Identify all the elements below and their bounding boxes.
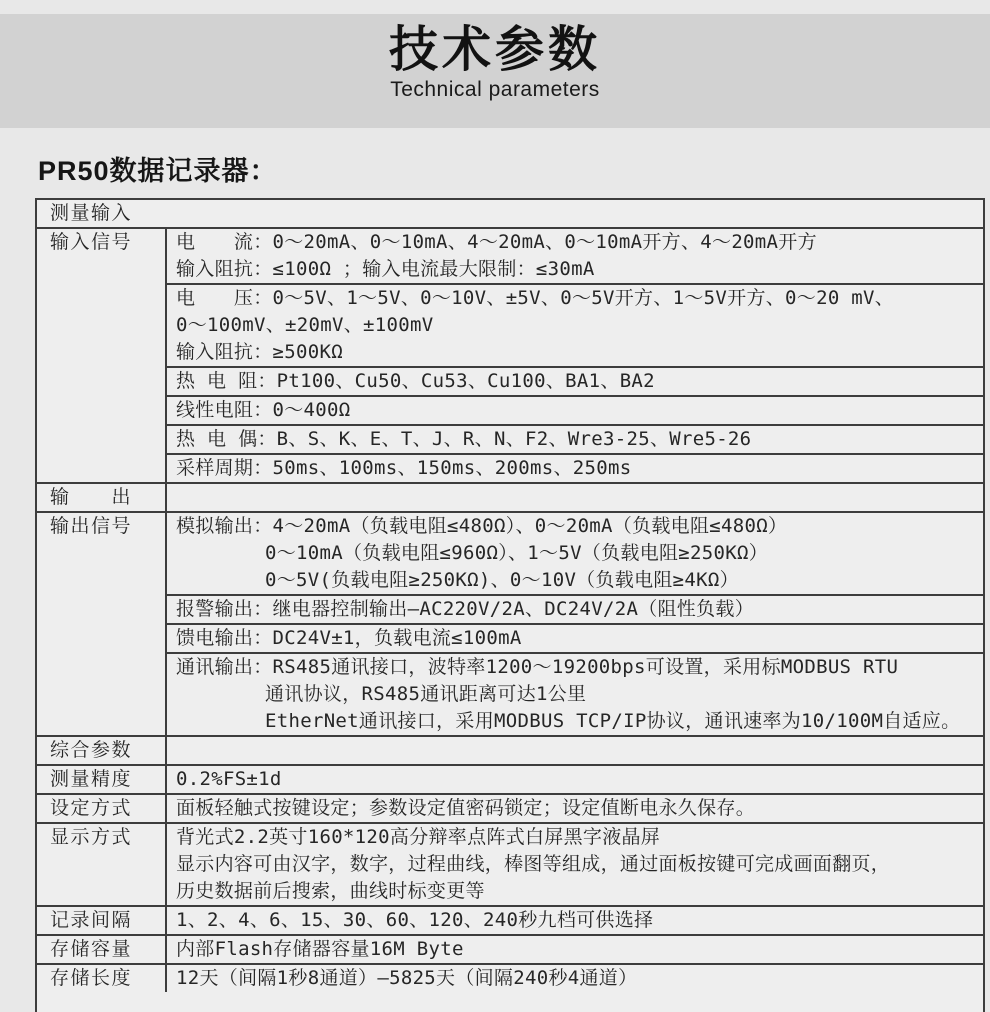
row-content [167,965,983,992]
product-heading: PR50数据记录器： [38,156,278,186]
spec-group-current [167,229,983,283]
table-row-section-general-params [37,735,983,764]
spec-line: 输入阻抗：≥500KΩ [176,341,343,363]
spec-group-thermocouple [167,424,983,453]
table-row-storage-capacity [37,934,983,963]
row-label: 综合参数 [37,737,167,764]
spec-group-voltage [167,283,983,366]
row-label: 记录间隔 [37,907,167,934]
spec-line: 内部Flash存储器容量16M Byte [176,938,464,960]
table-row-display-method [37,822,983,905]
spec-line: 0～5V(负载电阻≥250KΩ)、0～10V（负载电阻≥4KΩ） [265,569,739,591]
spec-line: EtherNet通讯接口，采用MODBUS TCP/IP协议，通讯速率为10/100M自适应。 [265,710,961,732]
spec-line: 背光式2.2英寸160*120高分辩率点阵式白屏黑字液晶屏 [176,826,661,848]
spec-group-setting [167,795,983,822]
row-content-empty [167,737,983,764]
spec-line: 0～100mV、±20mV、±100mV [176,314,434,336]
spec-table [35,198,985,1012]
spec-line: 采样周期：50ms、100ms、150ms、200ms、250ms [176,457,632,479]
spec-line: 热 电 阻：Pt100、Cu50、Cu53、Cu100、BA1、BA2 [176,370,655,392]
row-label: 输入信号 [37,229,167,482]
spec-group-comm-output [167,652,983,735]
row-label: 输 出 [37,484,167,511]
spec-group-accuracy [167,766,983,793]
row-content-empty [167,484,983,511]
spec-line: 面板轻触式按键设定；参数设定值密码锁定；设定值断电永久保存。 [176,797,756,819]
row-label: 显示方式 [37,824,167,905]
spec-line: 模拟输出：4～20mA（负载电阻≤480Ω）、0～20mA（负载电阻≤480Ω） [176,515,788,537]
spec-line: 通讯输出：RS485通讯接口，波特率1200～19200bps可设置，采用标MODBUS RTU [176,656,899,678]
spec-group-display [167,824,983,905]
row-content [167,936,983,963]
table-row-record-interval [37,905,983,934]
spec-line: 1、2、4、6、15、30、60、120、240秒九档可供选择 [176,909,654,931]
row-label: 存储长度 [37,965,167,992]
spec-line: 0～10mA（负载电阻≤960Ω）、1～5V（负载电阻≥250KΩ） [265,542,769,564]
spec-group-storage-length [167,965,983,992]
row-label: 测量输入 [50,202,133,224]
row-label: 输出信号 [37,513,167,735]
spec-group-sampling-period [167,453,983,482]
row-content [167,824,983,905]
spec-group-record-interval [167,907,983,934]
spec-line: 输入阻抗：≤100Ω ；输入电流最大限制：≤30mA [176,258,595,280]
spec-line: 电 压：0～5V、1～5V、0～10V、±5V、0～5V开方、1～5V开方、0～20 mV、 [176,287,895,309]
spec-line: 报警输出：继电器控制输出—AC220V/2A、DC24V/2A（阻性负载） [176,598,755,620]
spec-group-feed-output [167,623,983,652]
spec-group-storage-capacity [167,936,983,963]
page-title: 技术参数 [388,21,601,78]
spec-group-analog-output [167,513,983,594]
row-content [167,907,983,934]
table-row-section-output [37,482,983,511]
row-label: 设定方式 [37,795,167,822]
table-row-section-measure-input [37,200,983,227]
table-row-output-signal [37,511,983,735]
spec-line: 热 电 偶：B、S、K、E、T、J、R、N、F2、Wre3-25、Wre5-26 [176,428,752,450]
row-label: 存储容量 [37,936,167,963]
row-content [167,229,983,482]
spec-group-linear-resistance [167,395,983,424]
row-label: 测量精度 [37,766,167,793]
spec-line: 12天（间隔1秒8通道）—5825天（间隔240秒4通道） [176,967,638,989]
spec-line: 馈电输出：DC24V±1，负载电流≤100mA [176,627,522,649]
spec-line: 历史数据前后搜索，曲线时标变更等 [176,880,485,902]
spec-line: 电 流：0～20mA、0～10mA、4～20mA、0～10mA开方、4～20mA开方 [176,231,817,253]
spec-group-rtd [167,366,983,395]
row-content [167,766,983,793]
table-row-setting-method [37,793,983,822]
row-content [167,795,983,822]
table-row-accuracy [37,764,983,793]
spec-group-alarm-output [167,594,983,623]
table-row-input-signal [37,227,983,482]
spec-line: 0.2%FS±1d [176,768,282,790]
row-content [167,513,983,735]
spec-line: 线性电阻：0～400Ω [176,399,351,421]
spec-line: 显示内容可由汉字，数字，过程曲线，棒图等组成，通过面板按键可完成画面翻页， [176,853,891,875]
spec-line: 通讯协议，RS485通讯距离可达1公里 [265,683,587,705]
table-row-storage-length [37,963,983,992]
header-banner [0,14,990,128]
page-subtitle: Technical parameters [390,78,600,101]
